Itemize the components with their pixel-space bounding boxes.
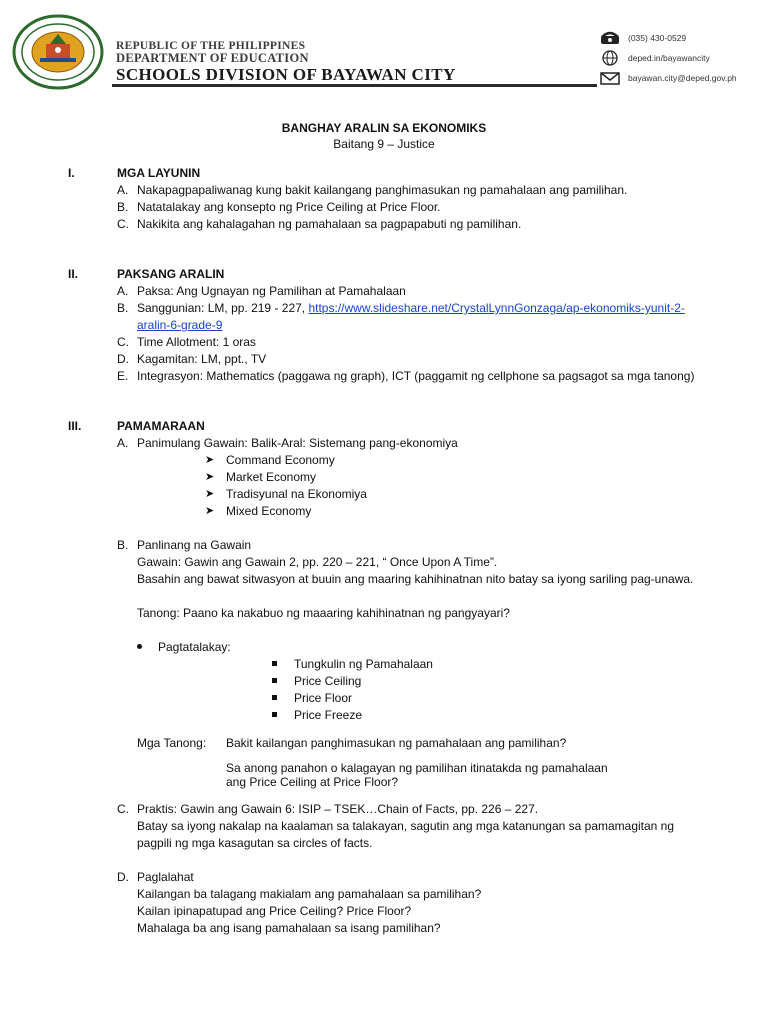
square-bullet-icon (272, 678, 277, 683)
division-seal-icon (10, 14, 106, 90)
email-address: bayawan.city@deped.gov.ph (628, 72, 737, 83)
envelope-icon (600, 71, 620, 85)
square-bullet-icon (272, 695, 277, 700)
reference-text: Sanggunian: LM, pp. 219 - 227, (137, 301, 309, 315)
list-item: Kagamitan: LM, ppt., TV (137, 352, 267, 366)
list-item: Panimulang Gawain: Balik-Aral: Sistemang pang-ekonomiya (137, 436, 458, 450)
paragraph-line: Gawain: Gawin ang Gawain 2, pp. 220 – 221, “ Once Upon A Time”. (137, 555, 498, 569)
question-line: Kailan ipinapatupad ang Price Ceiling? Price Floor? (137, 904, 412, 918)
list-item: Command Economy (226, 453, 335, 467)
list-letter: D. (117, 352, 129, 366)
subsection-title: Paglalahat (137, 870, 194, 884)
organization-name (116, 40, 456, 85)
section-title: PAMAMARAAN (117, 419, 205, 433)
square-bullet-icon (272, 661, 277, 666)
paragraph-line: Basahin ang bawat sitwasyon at buuin ang maaring kahihinatnan nito batay sa iyong sariling pag-unawa. (137, 572, 694, 586)
arrow-bullet-icon: ➤ (205, 471, 215, 483)
section-title: MGA LAYUNIN (117, 166, 201, 180)
question-line: Bakit kailangan panghimasukan ng pamahalaan ang pamilihan? (226, 736, 567, 750)
paragraph-line: Batay sa iyong nakalap na kaalaman sa talakayan, sagutin ang mga katanungan sa pamamagitan ng (137, 819, 675, 833)
square-bullet-icon (272, 712, 277, 717)
section-number: I. (68, 166, 75, 180)
section-number: III. (68, 419, 82, 433)
dot-bullet-icon (137, 644, 142, 649)
question-line: Kailangan ba talagang makialam ang pamahalaan sa pamilihan? (137, 887, 482, 901)
website-address: deped.in/bayawancity (628, 52, 710, 63)
email-row (600, 68, 737, 88)
list-letter: A. (117, 436, 129, 450)
section-number: II. (68, 267, 79, 281)
arrow-bullet-icon: ➤ (205, 488, 215, 500)
list-item: Market Economy (226, 470, 317, 484)
list-letter: B. (117, 538, 129, 552)
section-title: PAKSANG ARALIN (117, 267, 225, 281)
list-letter: A. (117, 284, 129, 298)
list-item: Natatalakay ang konsepto ng Price Ceiling at Price Floor. (137, 200, 441, 214)
question-line: Tanong: Paano ka nakabuo ng maaaring kahihinatnan ng pangyayari? (137, 606, 510, 620)
reference-link[interactable]: https://www.slideshare.net/CrystalLynnGonzaga/ap-ekonomiks-yunit-2- (308, 301, 685, 315)
contact-info (600, 28, 737, 88)
website-row (600, 48, 737, 68)
phone-number: (035) 430-0529 (628, 32, 687, 43)
list-item: Nakapagpapaliwanag kung bakit kailangang panghimasukan ng pamahalaan ang pamilihan. (137, 183, 628, 197)
phone-row (600, 28, 737, 48)
list-letter: E. (117, 369, 129, 383)
arrow-bullet-icon: ➤ (205, 505, 215, 517)
list-letter: A. (117, 183, 129, 197)
list-item: Paksa: Ang Ugnayan ng Pamilihan at Pamahalaan (137, 284, 406, 298)
department-line: DEPARTMENT OF EDUCATION (116, 51, 309, 65)
division-line: SCHOOLS DIVISION OF BAYAWAN CITY (116, 65, 456, 84)
question-line: ang Price Ceiling at Price Floor? (226, 775, 399, 789)
list-item: Pagtatalakay: (158, 640, 231, 654)
document-title: BANGHAY ARALIN SA EKONOMIKS (281, 121, 487, 135)
reference-link-continued[interactable]: aralin-6-grade-9 (137, 318, 223, 332)
telephone-icon (600, 31, 620, 45)
list-item: Tradisyunal na Ekonomiya (226, 487, 367, 501)
list-letter: C. (117, 217, 129, 231)
list-letter: C. (117, 802, 129, 816)
list-item: Price Freeze (294, 708, 363, 722)
questions-label: Mga Tanong: (137, 736, 207, 750)
list-item: Tungkulin ng Pamahalaan (294, 657, 433, 671)
list-item: Price Ceiling (294, 674, 362, 688)
list-letter: B. (117, 200, 129, 214)
question-line: Sa anong panahon o kalagayan ng pamilihan itinatakda ng pamahalaan (226, 761, 608, 775)
list-item (137, 300, 685, 317)
republic-line: REPUBLIC OF THE PHILIPPINES (116, 40, 306, 52)
list-item: Price Floor (294, 691, 353, 705)
list-item: Time Allotment: 1 oras (137, 335, 256, 349)
header-divider (112, 84, 597, 87)
question-line: Mahalaga ba ang isang pamahalaan sa isang pamilihan? (137, 921, 441, 935)
paragraph-line: Praktis: Gawin ang Gawain 6: ISIP – TSEK…Chain of Facts, pp. 226 – 227. (137, 802, 539, 816)
list-letter: B. (117, 301, 129, 315)
list-item: Integrasyon: Mathematics (paggawa ng graph), ICT (paggamit ng cellphone sa pagsagot sa mga tanong) (137, 369, 695, 383)
list-letter: D. (117, 870, 129, 884)
paragraph-line: pagpili ng mga kasagutan sa circles of facts. (137, 836, 373, 850)
subsection-title: Panlinang na Gawain (137, 538, 252, 552)
document-subtitle: Baitang 9 – Justice (333, 137, 435, 151)
letterhead (0, 0, 768, 100)
list-item: Mixed Economy (226, 504, 312, 518)
list-item: Nakikita ang kahalagahan ng pamahalaan sa pagpapabuti ng pamilihan. (137, 217, 522, 231)
list-letter: C. (117, 335, 129, 349)
arrow-bullet-icon: ➤ (205, 454, 215, 466)
globe-icon (600, 51, 620, 65)
